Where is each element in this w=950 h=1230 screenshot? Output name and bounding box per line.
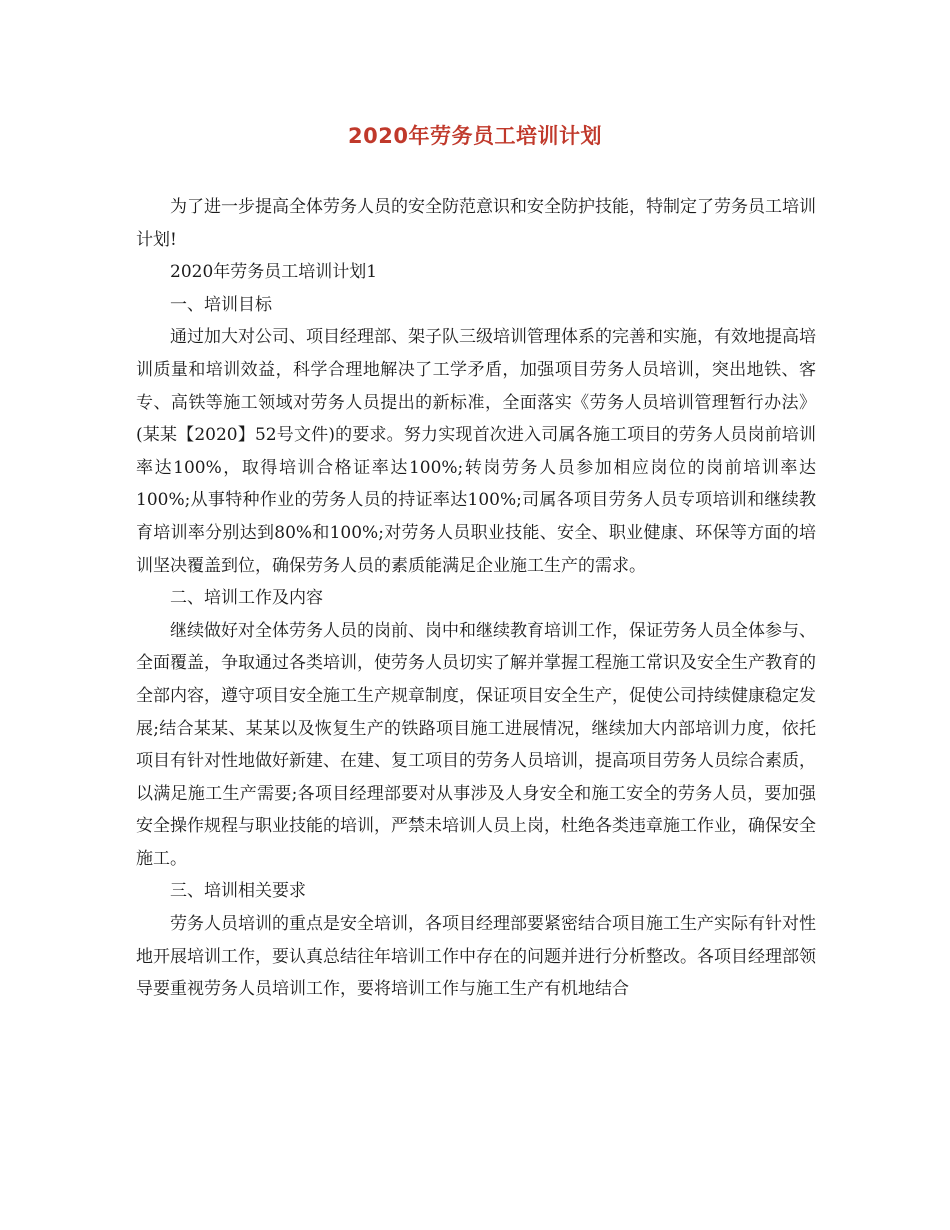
document-title: 2020年劳务员工培训计划: [348, 124, 602, 148]
plan-subtitle: 2020年劳务员工培训计划1: [170, 262, 378, 283]
goals-paragraph: 通过加大对公司、项目经理部、架子队三级培训管理体系的完善和实施，有效地提高培训质量和培训效益，科学合理地解决了工学矛盾，加强项目劳务人员培训，突出地铁、客专、高铁等施工领域对劳务人员提出的新标准，全面落实《劳务人员培训管理暂行办法》(某某【2020】52号文件)的要求。努力实现首次进入司属各施工项目的劳务人员岗前培训率达100%，取得培训合格证率达100%;转岗劳务人员参加相应岗位的岗前培训率达100%;从事特种作业的劳务人员的持证率达100%;司属各项目劳务人员专项培训和继续教育培训率分别达到80%和100%;对劳务人员职业技能、安全、职业健康、环保等方面的培训坚决覆盖到位，确保劳务人员的素质能满足企业施工生产的需求。: [136, 327, 816, 576]
requirements-paragraph: 劳务人员培训的重点是安全培训，各项目经理部要紧密结合项目施工生产实际有针对性地开展培训工作，要认真总结往年培训工作中存在的问题并进行分析整改。各项目经理部领导要重视劳务人员培训工作，要将培训工作与施工生产有机地结合: [136, 914, 816, 1000]
section-heading-requirements: 三、培训相关要求: [170, 881, 306, 902]
intro-paragraph: 为了进一步提高全体劳务人员的安全防范意识和安全防护技能，特制定了劳务员工培训计划!: [136, 197, 816, 250]
content-paragraph: 继续做好对全体劳务人员的岗前、岗中和继续教育培训工作，保证劳务人员全体参与、全面覆盖，争取通过各类培训，使劳务人员切实了解并掌握工程施工常识及安全生产教育的全部内容，遵守项目安全施工生产规章制度，保证项目安全生产，促使公司持续健康稳定发展;结合某某、某某以及恢复生产的铁路项目施工进展情况，继续加大内部培训力度，依托项目有针对性地做好新建、在建、复工项目的劳务人员培训，提高项目劳务人员综合素质，以满足施工生产需要;各项目经理部要对从事涉及人身安全和施工安全的劳务人员，要加强安全操作规程与职业技能的培训，严禁未培训人员上岗，杜绝各类违章施工作业，确保安全施工。: [136, 620, 816, 869]
section-heading-content: 二、培训工作及内容: [170, 588, 323, 609]
section-heading-goals: 一、培训目标: [170, 294, 272, 315]
document-body: [136, 191, 816, 1006]
